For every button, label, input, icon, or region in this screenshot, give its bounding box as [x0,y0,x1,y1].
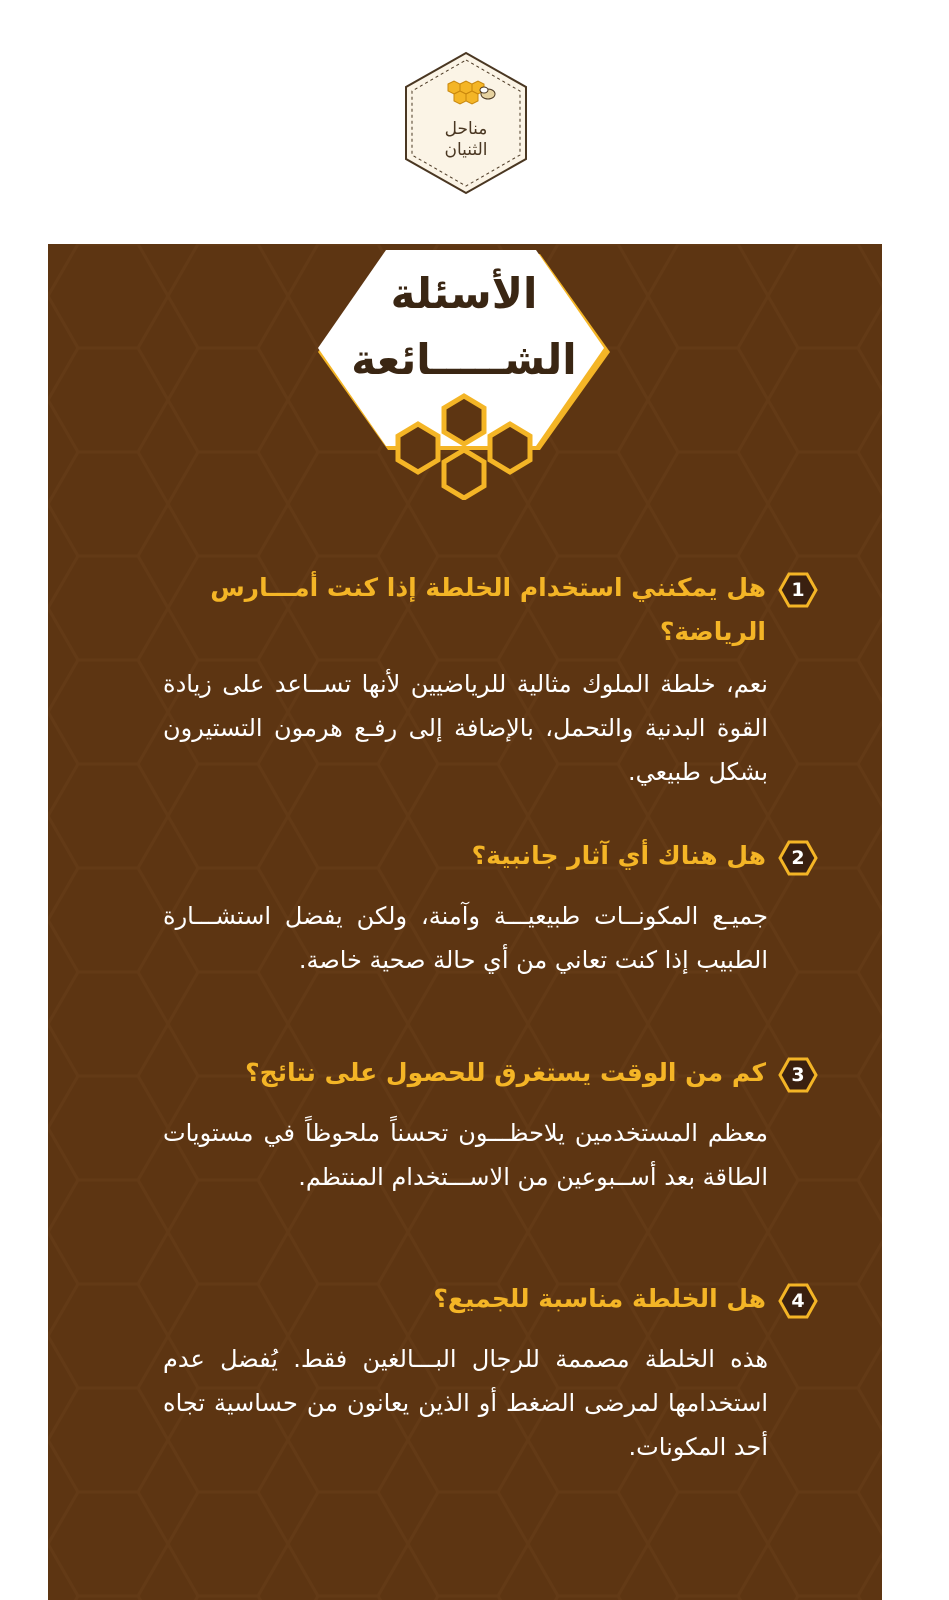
faq-number-badge-2 [778,840,818,876]
faq-number-3: 3 [791,1064,805,1086]
faq-title-badge [314,250,614,500]
faq-question-3: كم من الوقت يستغرق للحصول على نتائج؟ [245,1058,766,1087]
faq-answer-1: نعم، خلطة الملوك مثالية للرياضيين لأنها تســاعد على زيادة القوة البدنية والتحمل، بالإضافة إلى رفـع هرمون التستيرون بشكل طبيعي. [163,670,768,786]
faq-item-3 [163,1051,768,1199]
faq-number-badge-3 [778,1057,818,1093]
faq-number-badge-4 [778,1283,818,1319]
faq-item-2 [163,834,768,982]
faq-title-line1: الأسئلة [390,269,538,318]
faq-question-2: هل هناك أي آثار جانبية؟ [471,841,766,870]
faq-answer-3: معظم المستخدمين يلاحظـــون تحسناً ملحوظاً في مستويات الطاقة بعد أســبوعين من الاســـتخدام المنتظم. [163,1119,768,1191]
faq-question-1: هل يمكنني استخدام الخلطة إذا كنت أمـــارس الرياضة؟ [210,573,766,646]
faq-answer-2: جميـع المكونــات طبيعيـــة وآمنة، ولكن يفضل استشـــارة الطبيب إذا كنت تعاني من أي حالة صحية خاصة. [163,902,768,974]
faq-panel [48,244,882,1600]
brand-logo [402,50,530,196]
logo-text-line1: مناحل [444,119,488,139]
faq-number-2: 2 [791,847,805,869]
faq-item-4 [163,1277,768,1469]
logo-text-line2: الثنيان [444,140,488,160]
faq-number-1: 1 [791,579,805,601]
faq-answer-4: هذه الخلطة مصممة للرجال البـــالغين فقط. يُفضل عدم استخدامها لمرضى الضغط أو الذين يعانون من حساسية تجاه أحد المكونات. [163,1345,768,1461]
faq-number-badge-1 [778,572,818,608]
faq-title-line2: الشـــــائعة [351,335,577,384]
faq-item-1 [163,566,768,794]
faq-number-4: 4 [791,1290,805,1312]
faq-question-4: هل الخلطة مناسبة للجميع؟ [433,1284,766,1313]
